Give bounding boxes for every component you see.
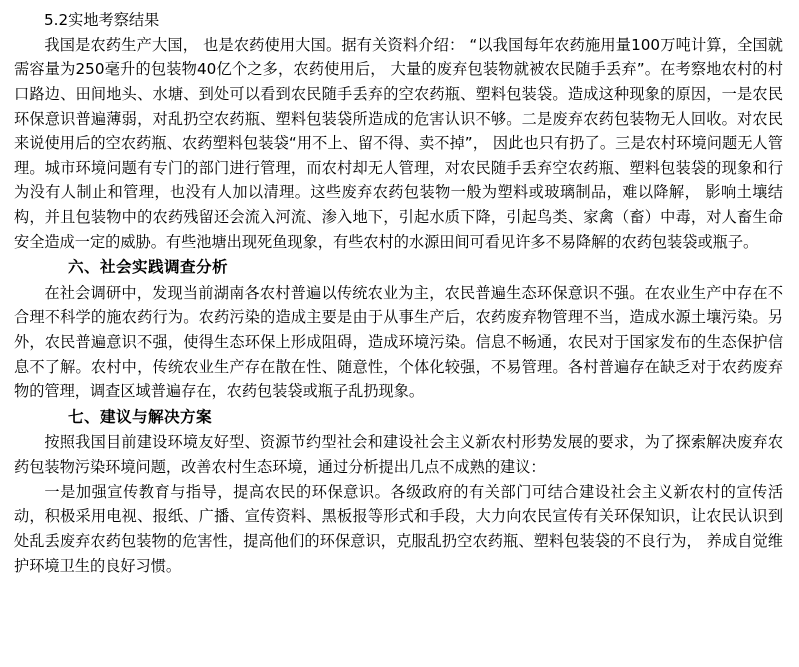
heading-six: 六、社会实践调查分析 (68, 258, 228, 277)
section-heading-5-2 (14, 8, 783, 33)
paragraph-field-survey-results: 我国是农药生产大国， 也是农药使用大国。据有关资料介绍： “以我国每年农药施用量100万吨计算，全国就需容量为250毫升的包装物40亿个之多，农药使用后， 大量的废弃包装物就被农民随手丢弃”。在考察地农村的村口路边、田间地头、水塘、到处可以看到农民随手丢弃的空农药瓶、塑料包装袋。造成这种现象的原因，一是农民环保意识普遍薄弱，对乱扔空农药瓶、塑料包装袋所造成的危害认识不够。二是废弃农药包装物无人回收。对农民来说使用后的空农药瓶、农药塑料包装袋“用不上、留不得、卖不掉”， 因此也只有扔了。三是农村环境问题无人管理。城市环境问题有专门的部门进行管理，而农村却无人管理，对农民随手丢弃空农药瓶、塑料包装袋的现象和行为没有人制止和管理，也没有人加以清理。这些废弃农药包装物一般为塑料或玻璃制品，难以降解， 影响土壤结构，并且包装物中的农药残留还会流入河流、渗入地下，引起水质下降，引起鸟类、家禽（畜）中毒，对人畜生命安全造成一定的威胁。有些池塘出现死鱼现象，有些农村的水源田间可看见许多不易降解的农药包装袋或瓶子。 (14, 35, 783, 251)
paragraph-social-survey-analysis: 在社会调研中，发现当前湖南各农村普遍以传统农业为主，农民普遍生态环保意识不强。在农业生产中存在不合理不科学的施农药行为。农药污染的造成主要是由于从事生产后，农药废弃物管理不当，造成水源土壤污染。另外，农民普遍意识不强，使得生态环保上形成阻碍，造成环境污染。信息不畅通，农民对于国家发布的生态保护信息不了解。农村中，传统农业生产存在散在性、随意性，个体化较强，不易管理。各村普遍存在缺乏对于农药废弃物的管理，调查区域普遍存在，农药包装袋或瓶子乱扔现象。 (14, 283, 783, 401)
section-heading-5-2-label: 5.2实地考察结果 (44, 11, 160, 29)
heading-seven: 七、建议与解决方案 (68, 407, 212, 426)
paragraph-suggestions-intro: 按照我国目前建设环境友好型、资源节约型社会和建设社会主义新农村形势发展的要求，为了探索解决废弃农药包装物污染环境问题，改善农村生态环境，通过分析提出几点不成熟的建议： (14, 433, 783, 476)
document-body (14, 8, 783, 578)
paragraph-suggestion-one: 一是加强宣传教育与指导，提高农民的环保意识。各级政府的有关部门可结合建设社会主义新农村的宣传活动，积极采用电视、报纸、广播、宣传资料、黑板报等形式和手段，大力向农民宣传有关环保知识，让农民认识到处乱丢废弃农药包装物的危害性，提高他们的环保意识，克服乱扔空农药瓶、塑料包装袋的不良行为， 养成自觉维护环境卫生的良好习惯。 (14, 482, 783, 575)
